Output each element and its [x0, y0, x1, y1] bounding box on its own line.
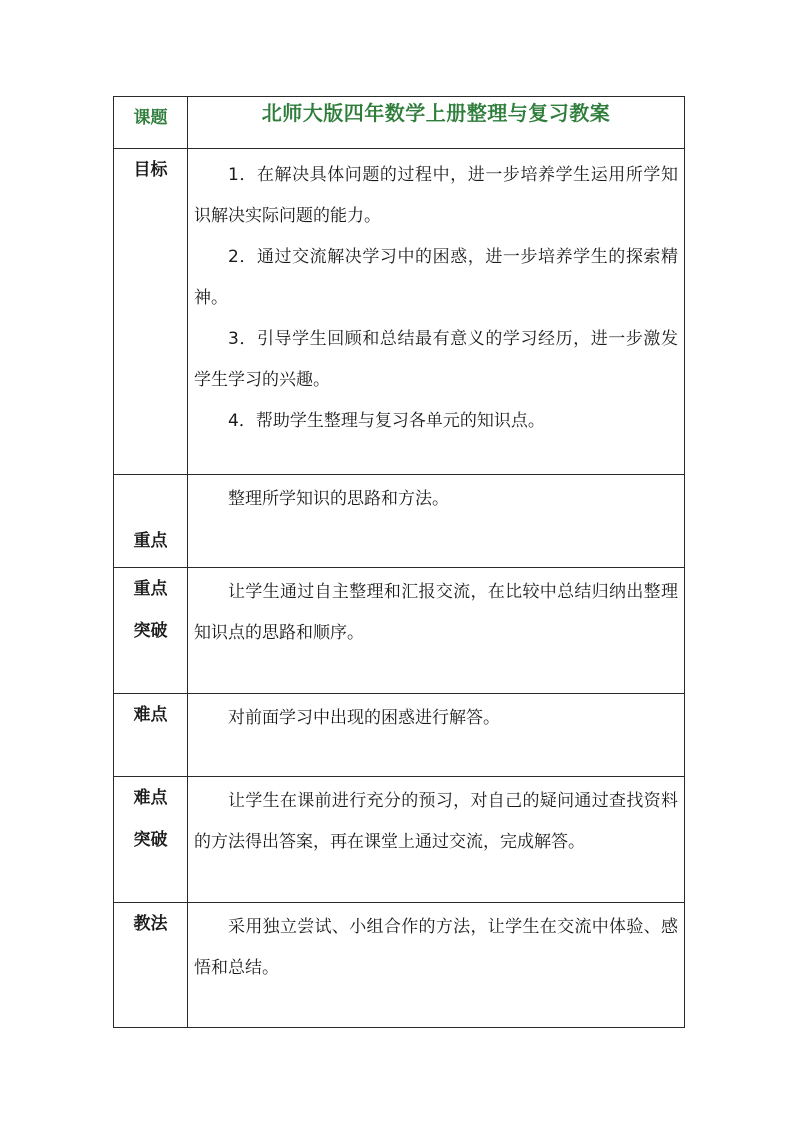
title-row [114, 97, 685, 149]
difficulty-breakthrough-row [114, 777, 685, 903]
goal-label: 目标 [114, 149, 188, 475]
title-label: 课题 [114, 97, 188, 149]
difficulty-text: 对前面学习中出现的困惑进行解答。 [228, 708, 500, 728]
goal-item: 3．引导学生回顾和总结最有意义的学习经历，进一步激发学生学习的兴趣。 [194, 329, 678, 390]
key-point-text: 整理所学知识的思路和方法。 [228, 489, 449, 509]
teaching-method-text: 采用独立尝试、小组合作的方法，让学生在交流中体验、感悟和总结。 [194, 917, 678, 978]
difficulty-row [114, 694, 685, 777]
key-breakthrough-row [114, 568, 685, 694]
key-point-content [188, 475, 685, 568]
key-breakthrough-text: 让学生通过自主整理和汇报交流，在比较中总结归纳出整理知识点的思路和顺序。 [194, 582, 678, 643]
key-breakthrough-label: 重点 突破 [114, 568, 188, 694]
teaching-method-label: 教法 [114, 903, 188, 1028]
goal-row [114, 149, 685, 475]
lesson-title: 北师大版四年数学上册整理与复习教案 [188, 97, 685, 149]
difficulty-label: 难点 [114, 694, 188, 777]
goal-item: 1．在解决具体问题的过程中，进一步培养学生运用所学知识解决实际问题的能力。 [194, 165, 678, 226]
teaching-method-content [188, 903, 685, 1028]
teaching-method-row [114, 903, 685, 1028]
goal-item: 4．帮助学生整理与复习各单元的知识点。 [228, 411, 545, 431]
key-point-row [114, 475, 685, 568]
lesson-plan-table [113, 96, 685, 1028]
key-breakthrough-content [188, 568, 685, 694]
goal-item: 2．通过交流解决学习中的困惑，进一步培养学生的探索精神。 [194, 247, 678, 308]
difficulty-breakthrough-text: 让学生在课前进行充分的预习，对自己的疑问通过查找资料的方法得出答案，再在课堂上通过交流，完成解答。 [194, 791, 678, 852]
difficulty-breakthrough-content [188, 777, 685, 903]
difficulty-content [188, 694, 685, 777]
key-point-label: 重点 [114, 475, 188, 568]
difficulty-breakthrough-label: 难点 突破 [114, 777, 188, 903]
goal-content [188, 149, 685, 475]
